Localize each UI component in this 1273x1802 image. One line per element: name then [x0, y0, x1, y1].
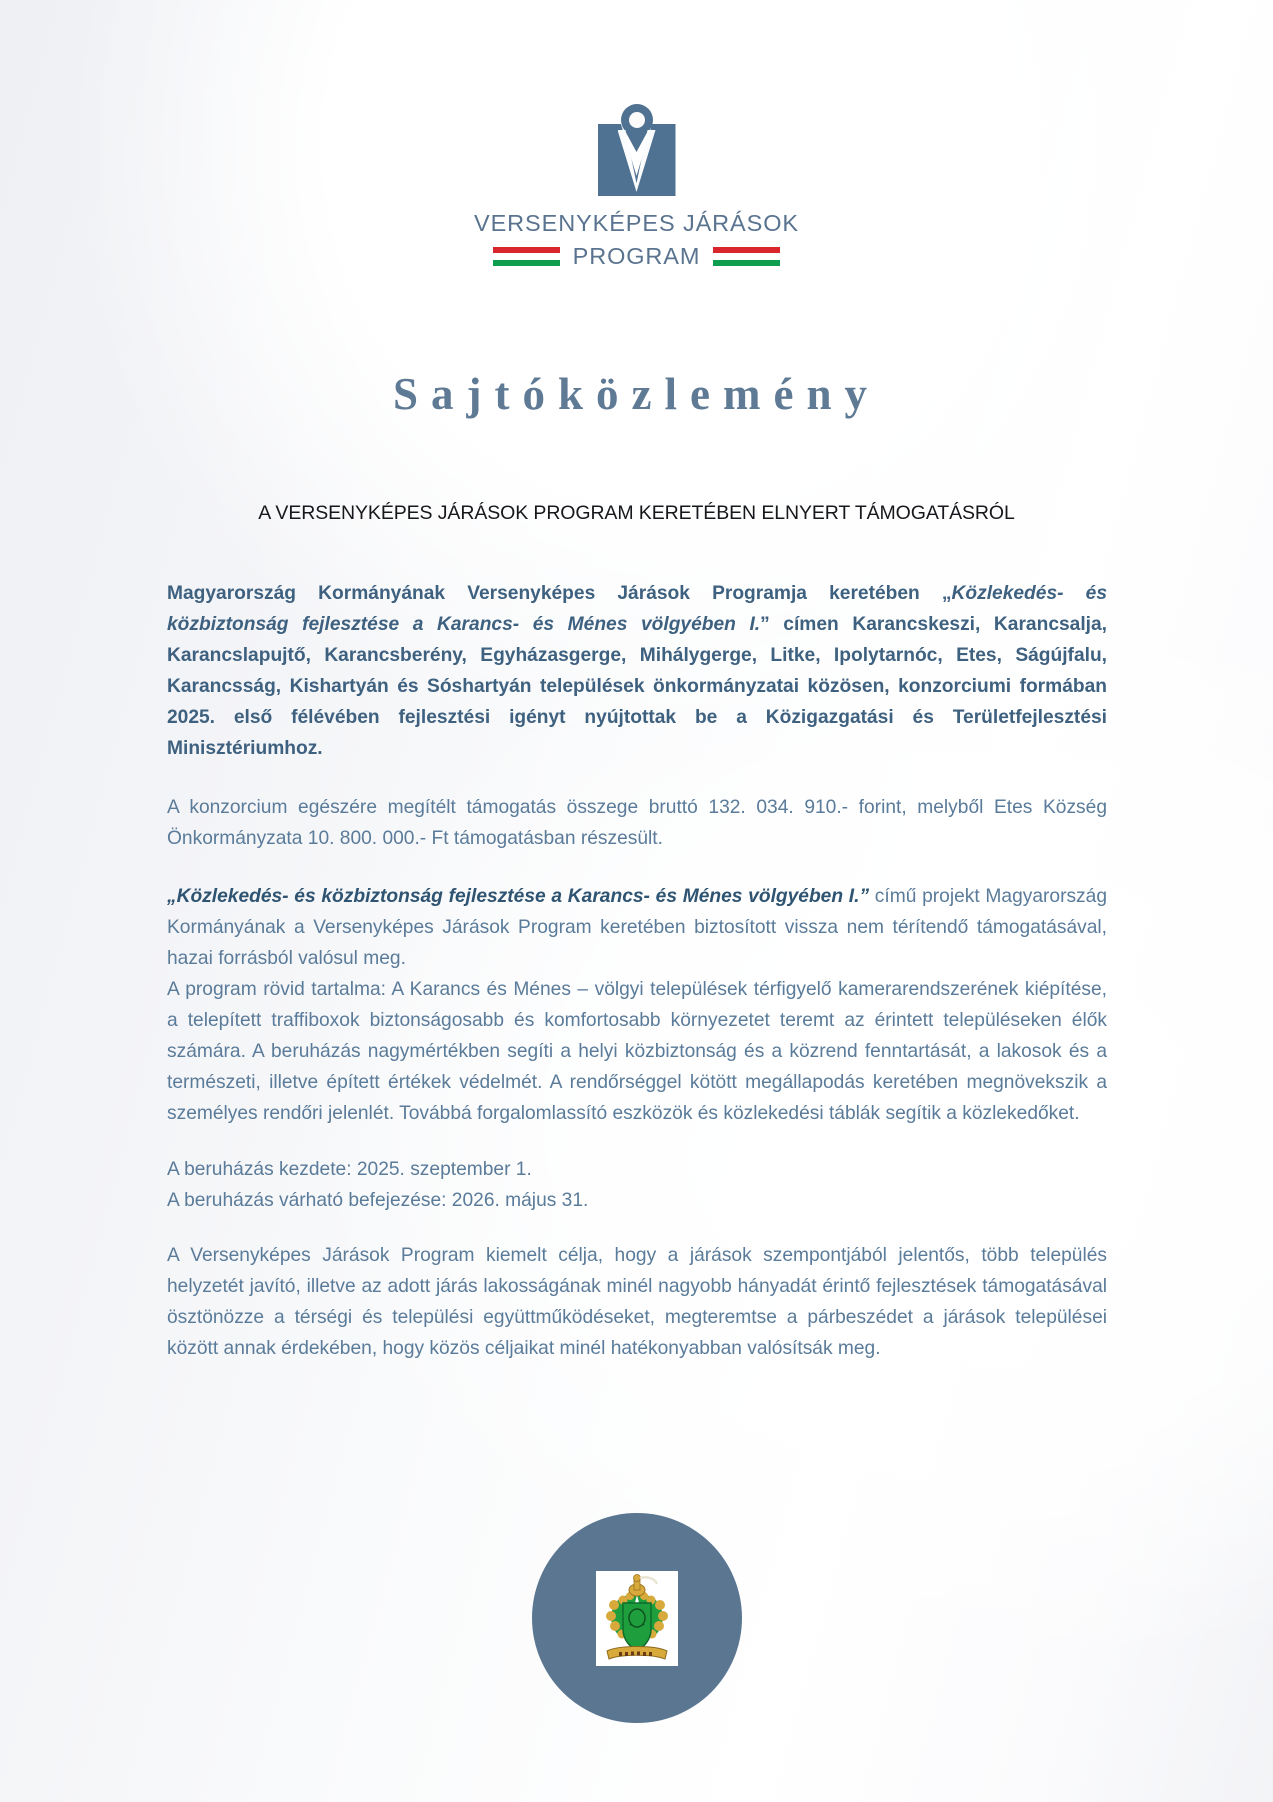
flag-stripe-white — [713, 254, 780, 259]
spacer — [167, 1130, 1107, 1154]
lead-text-part-2: ” címen Karancskeszi, Karancsalja, Karancslapujtő, Karancsberény, Egyházasgerge, Mihálygerge, Litke, Ipolytarnóc, Etes, Ságújfalu, Karancsság, Kishartyán és Sóshartyán települések önkormányzatai közösen, konzorciumi formában 2025. első félévében fejlesztési igényt nyújtottak be a Közigazgatási és Területfejlesztési Minisztériumhoz. — [167, 614, 1108, 760]
flag-stripe-red — [713, 247, 780, 253]
lead-project-title: Közlekedés- és közbiztonság fejlesztése a Karancs- és Ménes völgyében I. — [167, 583, 1107, 636]
investment-end-date: A beruházás várható befejezése: 2026. május 31. — [167, 1189, 589, 1211]
flag-stripe-green — [493, 260, 560, 266]
municipality-emblem-badge — [532, 1513, 742, 1723]
paragraph-funding: A konzorcium egészére megítélt támogatás összege bruttó 132. 034. 910.- forint, melyből Etes Község Önkormányzata 10. 800. 000.- Ft támogatásban részesült. — [167, 796, 1107, 849]
page-subtitle: A VERSENYKÉPES JÁRÁSOK PROGRAM KERETÉBEN ELNYERT TÁMOGATÁSRÓL — [258, 502, 1015, 524]
project-title-quoted: „Közlekedés- és közbiztonság fejlesztése a Karancs- és Ménes völgyében I.” — [167, 885, 870, 907]
spacer — [167, 854, 1107, 881]
hungarian-flag-left-icon — [493, 247, 560, 266]
flag-stripe-white — [493, 254, 560, 259]
spacer — [167, 1216, 1107, 1240]
logo-line-2-row — [493, 243, 781, 270]
paragraph-lead — [167, 578, 1107, 765]
paragraph-project — [167, 881, 1107, 974]
paragraph-goal: A Versenyképes Járások Program kiemelt célja, hogy a járások szempontjából jelentős, több település helyzetét javító, illetve az adott járás lakosságának minél nagyobb hányadát érintő fejlesztések támogatásával ösztönözze a térségi és települési együttműködéseket, megteremtse a párbeszédet a járások települései között annak érdekében, hogy közös céljaikat minél hatékonyabban valósítsák meg. — [167, 1244, 1107, 1359]
hungarian-flag-right-icon — [713, 247, 780, 266]
etes-coat-of-arms-icon — [596, 1571, 678, 1666]
logo-pin-hole — [629, 112, 645, 128]
spacer — [167, 765, 1107, 792]
coat-of-arms-svg — [599, 1573, 675, 1663]
logo-line-1: VERSENYKÉPES JÁRÁSOK — [474, 210, 799, 236]
project-title-rest: című projekt Magyarország Kormányának a Versenyképes Járások Program keretében biztosított vissza nem térítendő támogatásával, hazai forrásból valósul meg. — [167, 885, 1107, 969]
paragraph-description: A program rövid tartalma: A Karancs és Ménes – völgyi települések térfigyelő kamerarendszerének kiépítése, a telepített traffiboxok biztonságosabb és komfortosabb környezetet teremt az érintett településeken élők számára. A beruházás nagymértékben segíti a helyi közbiztonság és a közrend fenntartását, a lakosok és a természeti, illetve épített értékek védelmét. A rendőrséggel kötött megállapodás keretében megnövekszik a személyes rendőri jelenlét. Továbbá forgalomlassító eszközök és közlekedési táblák segítik a közlekedőket. — [167, 979, 1107, 1125]
flag-stripe-green — [713, 260, 780, 266]
program-logo — [0, 104, 1273, 270]
page-title: Sajtóközlemény — [393, 369, 880, 419]
flag-stripe-red — [493, 247, 560, 253]
investment-start-date: A beruházás kezdete: 2025. szeptember 1. — [167, 1158, 532, 1180]
logo-line-2: PROGRAM — [572, 243, 701, 269]
lead-text-part-1: Magyarország Kormányának Versenyképes Járások Programja keretében „ — [167, 583, 952, 604]
versenykepes-jarasok-pin-logo-icon — [598, 104, 676, 196]
document-body — [167, 578, 1107, 1364]
